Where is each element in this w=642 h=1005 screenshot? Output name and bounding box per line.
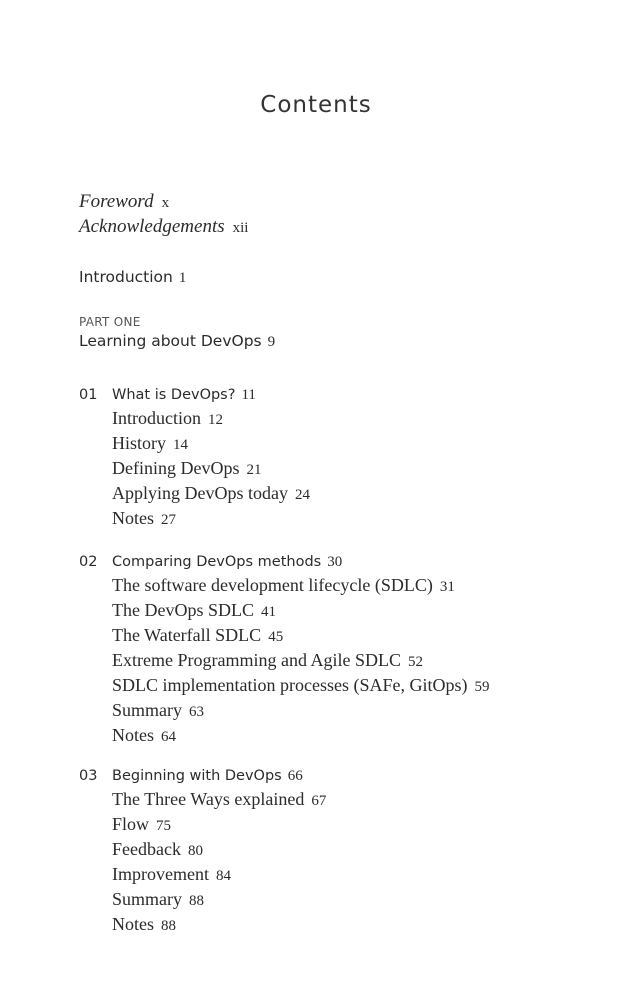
section-label: Applying DevOps today	[112, 483, 288, 503]
toc-entry-page: xii	[232, 220, 249, 236]
toc-entry-part-one[interactable]	[79, 332, 275, 351]
chapter-heading[interactable]	[79, 765, 326, 788]
section-label: Improvement	[112, 864, 209, 884]
chapter-02	[79, 551, 489, 749]
section-list	[112, 407, 310, 532]
section-label: Introduction	[112, 408, 201, 428]
section-page: 21	[246, 462, 262, 478]
chapter-number: 03	[79, 768, 98, 784]
chapter-title: Comparing DevOps methods	[112, 554, 322, 570]
section-entry[interactable]	[112, 624, 489, 649]
section-list	[112, 788, 326, 938]
section-entry[interactable]	[112, 482, 310, 507]
section-label: The Waterfall SDLC	[112, 625, 262, 645]
toc-entry-label: Foreword	[79, 191, 154, 212]
section-entry[interactable]	[112, 599, 489, 624]
toc-entry-page: 9	[267, 334, 276, 350]
section-label: History	[112, 433, 166, 453]
section-entry[interactable]	[112, 888, 326, 913]
toc-entry-label: Introduction	[79, 268, 173, 286]
toc-entry-foreword[interactable]	[79, 190, 248, 215]
section-entry[interactable]	[112, 788, 326, 813]
section-page: 84	[215, 868, 231, 884]
section-page: 75	[156, 818, 172, 834]
section-page: 64	[161, 729, 176, 745]
section-page: 67	[311, 793, 327, 809]
section-entry[interactable]	[112, 432, 310, 457]
section-page: 80	[187, 843, 203, 859]
section-entry[interactable]	[112, 863, 326, 888]
chapter-title: Beginning with DevOps	[112, 768, 282, 784]
section-label: Summary	[112, 889, 182, 909]
section-page: 52	[407, 654, 423, 670]
section-label: Summary	[112, 700, 182, 720]
section-label: The software development lifecycle (SDLC)	[112, 575, 433, 595]
section-page: 63	[189, 704, 204, 720]
section-entry[interactable]	[112, 457, 310, 482]
section-page: 41	[261, 604, 276, 620]
chapter-heading[interactable]	[79, 384, 310, 407]
section-page: 24	[294, 487, 310, 503]
section-page: 27	[161, 512, 176, 528]
chapter-01	[79, 384, 310, 532]
section-label: The DevOps SDLC	[112, 600, 254, 620]
section-label: SDLC implementation processes (SAFe, GitOps)	[112, 675, 468, 695]
section-page: 59	[474, 679, 490, 695]
section-label: Notes	[112, 725, 154, 745]
toc-entry-label: Acknowledgements	[79, 216, 225, 237]
section-label: The Three Ways explained	[112, 789, 305, 809]
section-entry[interactable]	[112, 724, 489, 749]
section-entry[interactable]	[112, 649, 489, 674]
section-page: 88	[189, 893, 204, 909]
section-label: Feedback	[112, 839, 181, 859]
section-entry[interactable]	[112, 574, 489, 599]
section-entry[interactable]	[112, 838, 326, 863]
section-entry[interactable]	[112, 913, 326, 938]
chapter-title: What is DevOps?	[112, 387, 236, 403]
toc-entry-introduction[interactable]	[79, 268, 186, 287]
part-title: Learning about DevOps	[79, 332, 262, 350]
toc-entry-page: 30	[327, 554, 343, 570]
toc-entry-page: 1	[178, 270, 187, 286]
section-label: Extreme Programming and Agile SDLC	[112, 650, 401, 670]
section-page: 45	[268, 629, 284, 645]
section-page: 12	[207, 412, 223, 428]
section-page: 14	[173, 437, 188, 453]
section-list	[112, 574, 489, 749]
page-title: Contents	[260, 92, 372, 118]
section-label: Defining DevOps	[112, 458, 240, 478]
toc-entry-page: 66	[287, 768, 303, 784]
chapter-heading[interactable]	[79, 551, 489, 574]
section-page: 31	[439, 579, 455, 595]
front-matter	[79, 190, 248, 240]
toc-entry-acknowledgements[interactable]	[79, 215, 248, 240]
section-label: Flow	[112, 814, 150, 834]
toc-entry-page: x	[161, 195, 170, 211]
toc-entry-page: 11	[241, 387, 256, 403]
section-entry[interactable]	[112, 699, 489, 724]
section-page: 88	[161, 918, 176, 934]
chapter-03	[79, 765, 326, 938]
section-entry[interactable]	[112, 407, 310, 432]
section-label: Notes	[112, 914, 154, 934]
chapter-number: 02	[79, 554, 98, 570]
chapter-number: 01	[79, 387, 98, 403]
section-entry[interactable]	[112, 507, 310, 532]
section-entry[interactable]	[112, 813, 326, 838]
part-label: PART ONE	[79, 315, 141, 329]
section-label: Notes	[112, 508, 154, 528]
section-entry[interactable]	[112, 674, 489, 699]
